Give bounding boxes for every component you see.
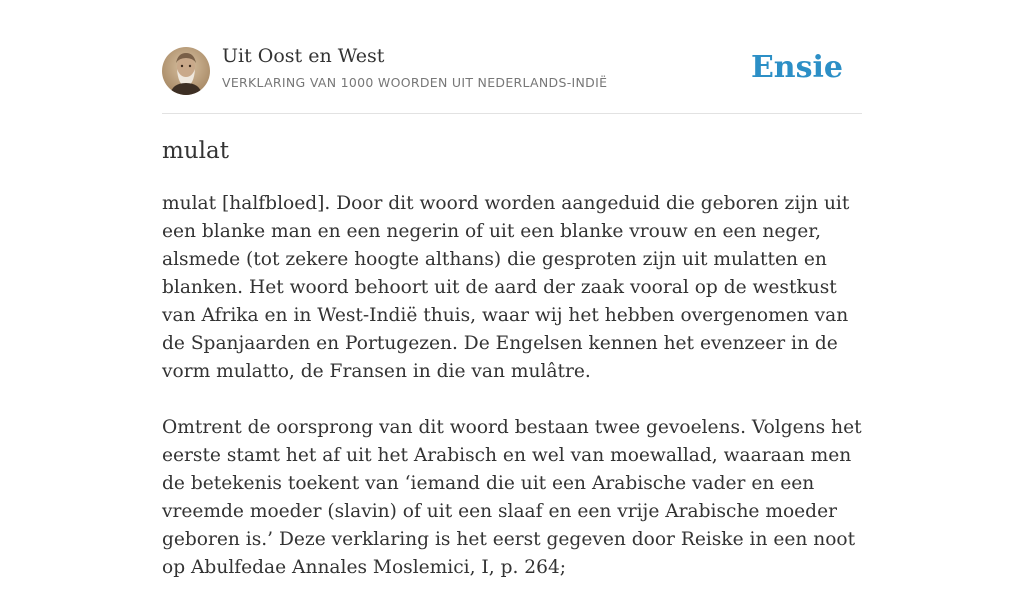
page: [162, 0, 862, 578]
ensie-logo[interactable]: Ensie: [750, 50, 843, 85]
author-portrait-icon: [162, 47, 210, 95]
entry-paragraph: mulat [halfbloed]. Door dit woord worden aangeduid die geboren zijn uit een blanke man en een negerin of uit een blanke vrouw en een neger, alsmede (tot zekere hoogte althans) die gesproten zijn uit mulatten en blanken. Het woord behoort uit de aard der zaak vooral op de westkust van Afrika en in West-Indië thuis, waar wij het hebben overgenomen van de Spanjaarden en Portugezen. De Engelsen kennen het evenzeer in de vorm mulatto, de Fransen in die van mulâtre.: [162, 193, 850, 382]
avatar[interactable]: [162, 47, 210, 95]
site-header: [162, 0, 862, 114]
entry-paragraph: Omtrent de oorsprong van dit woord bestaan twee gevoelens. Volgens het eerste stamt het af uit het Arabisch en wel van moewallad, waaraan men de betekenis toekent van ‘iemand die uit een Arabische vader en een vreemde moeder (slavin) of uit een slaaf en een vrije Arabische moeder geboren is.’ Deze verklaring is het eerst gegeven door Reiske in een noot op Abulfedae Annales Moslemici, I, p. 264;: [162, 417, 862, 578]
book-subtitle: VERKLARING VAN 1000 WOORDEN UIT NEDERLANDS-INDIË: [222, 75, 608, 90]
book-title[interactable]: Uit Oost en West: [222, 45, 385, 67]
entry-body: [162, 190, 862, 610]
entry-title: mulat: [162, 138, 229, 164]
